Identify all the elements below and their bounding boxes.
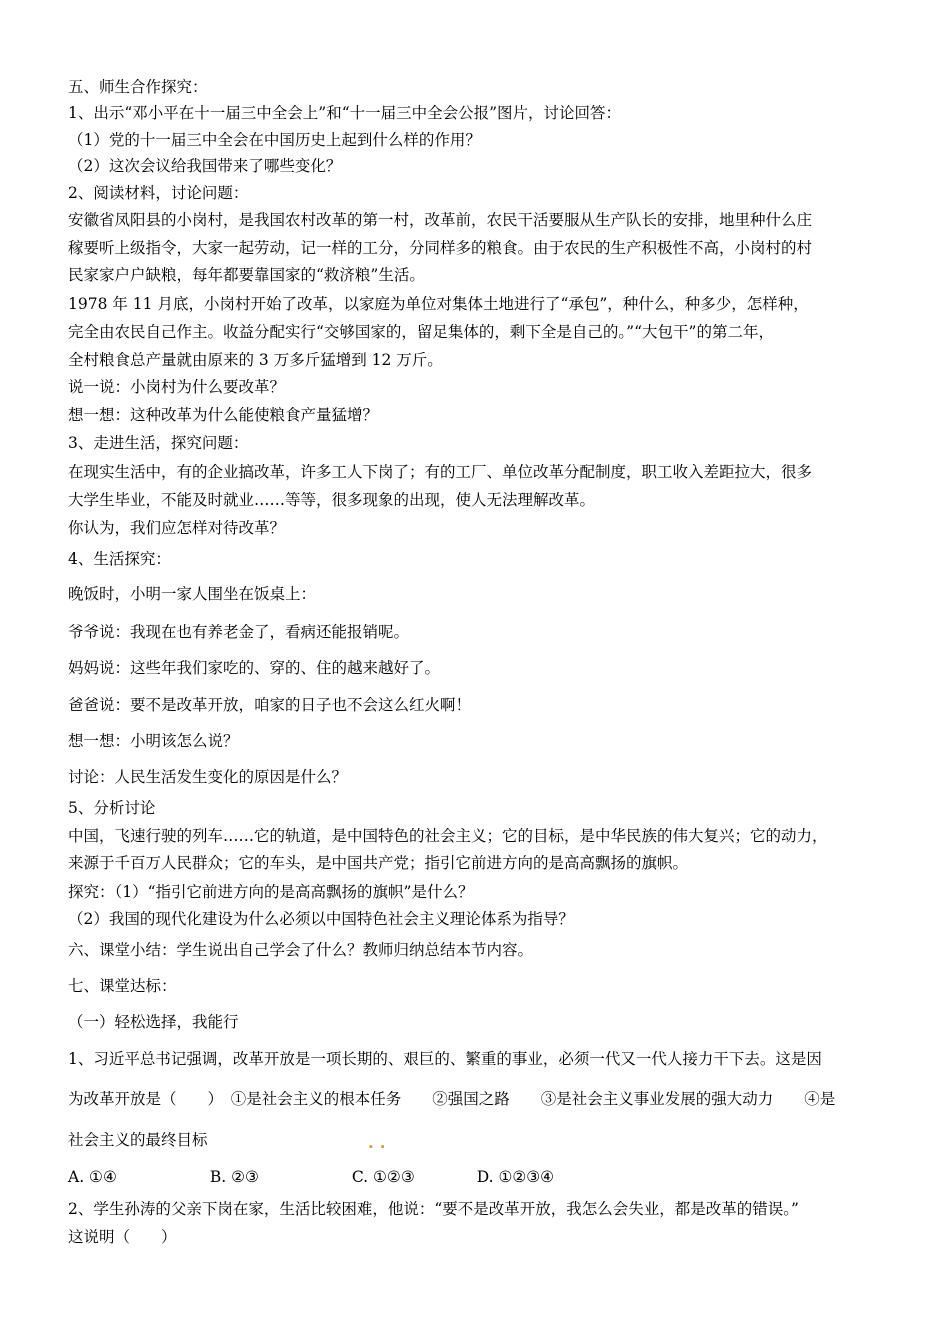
question-1-options: A. ①④ B. ②③ C. ①②③ D. ①②③④ [68,1168,555,1186]
question-2-line-2: 这说明（ ） [68,1228,177,1246]
mom-says: 妈妈说：这些年我们家吃的、穿的、住的越来越好了。 [68,659,441,677]
material-line-6: 全村粮食总产量就由原来的 3 万多斤猛增到 12 万斤。 [68,351,443,369]
discussion-question: 讨论：人民生活发生变化的原因是什么？ [68,768,348,786]
material-line-3: 民家家户户缺粮，每年都要靠国家的“救济粮”生活。 [68,266,425,284]
question-2-line-1: 2、学生孙涛的父亲下岗在家，生活比较困难，他说：“要不是改革开放，我怎么会失业，都是改革的错误。” [68,1200,799,1218]
material-line-4: 1978 年 11 月底，小岗村开始了改革，以家庭为单位对集体土地进行了“承包”，种什么，种多少，怎样种， [68,295,809,313]
item-1-question-2: （2）这次会议给我国带来了哪些变化？ [68,157,342,175]
explore-question-1: 探究：（1）“指引它前进方向的是高高飘扬的旗帜”是什么？ [68,883,474,901]
material-line-2: 稼要听上级指令，大家一起劳动，记一样的工分，分同样多的粮食。由于农民的生产积极性不高，小岗村的村 [68,239,813,257]
item-5-heading: 5、分析讨论 [68,799,156,817]
part-1-heading: （一）轻松选择，我能行 [68,1013,239,1031]
grandpa-says: 爷爷说：我现在也有养老金了，看病还能报销呢。 [68,623,410,641]
item-2-heading: 2、阅读材料，讨论问题： [68,184,249,202]
item-5-text-2: 来源于千百万人民群众；它的车头，是中国共产党；指引它前进方向的是高高飘扬的旗帜。 [68,854,689,872]
item-3-heading: 3、走进生活，探究问题： [68,434,249,452]
material-line-5: 完全由农民自己作主。收益分配实行“交够国家的，留足集体的，剩下全是自己的。”“大包干”的第二年， [68,323,774,341]
dad-says: 爸爸说：要不是改革开放，咱家的日子也不会这么红火啊！ [68,696,472,714]
decorative-dots: .. [368,1134,392,1152]
say-question: 说一说：小岗村为什么要改革？ [68,378,286,396]
section-7-heading: 七、课堂达标： [68,977,177,995]
material-line-1: 安徽省凤阳县的小岗村，是我国农村改革的第一村，改革前，农民干活要服从生产队长的安排，地里种什么庄 [68,211,813,229]
section-6-summary: 六、课堂小结：学生说出自己学会了什么？教师归纳总结本节内容。 [68,941,534,959]
item-1-heading: 1、出示“邓小平在十一届三中全会上”和“十一届三中全会公报”图片，讨论回答： [68,104,622,122]
explore-question-2: （2）我国的现代化建设为什么必须以中国特色社会主义理论体系为指导？ [68,910,574,928]
item-3-text-2: 大学生毕业，不能及时就业……等等，很多现象的出现，使人无法理解改革。 [68,491,596,509]
question-1-line-2: 为改革开放是（ ） ①是社会主义的根本任务 ②强国之路 ③是社会主义事业发展的强大动力 ④是 [68,1090,836,1108]
question-1-line-3: 社会主义的最终目标 [68,1131,208,1149]
think-xiaoming: 想一想：小明该怎么说？ [68,732,239,750]
think-question: 想一想：这种改革为什么能使粮食产量猛增？ [68,406,379,424]
section-5-heading: 五、师生合作探究： [68,78,208,96]
item-5-text-1: 中国，飞速行驶的列车……它的轨道，是中国特色的社会主义；它的目标，是中华民族的伟大复兴；它的动力， [68,827,828,845]
item-4-heading: 4、生活探究： [68,550,171,568]
item-1-question-1: （1）党的十一届三中全会在中国历史上起到什么样的作用？ [68,131,481,149]
item-3-question: 你认为，我们应怎样对待改革？ [68,519,286,537]
item-3-text-1: 在现实生活中，有的企业搞改革，许多工人下岗了；有的工厂、单位改革分配制度，职工收入差距拉大，很多 [68,463,813,481]
question-1-line-1: 1、习近平总书记强调，改革开放是一项长期的、艰巨的、繁重的事业，必须一代又一代人接力干下去。这是因 [68,1050,822,1068]
dinner-intro: 晚饭时，小明一家人围坐在饭桌上： [68,585,317,603]
